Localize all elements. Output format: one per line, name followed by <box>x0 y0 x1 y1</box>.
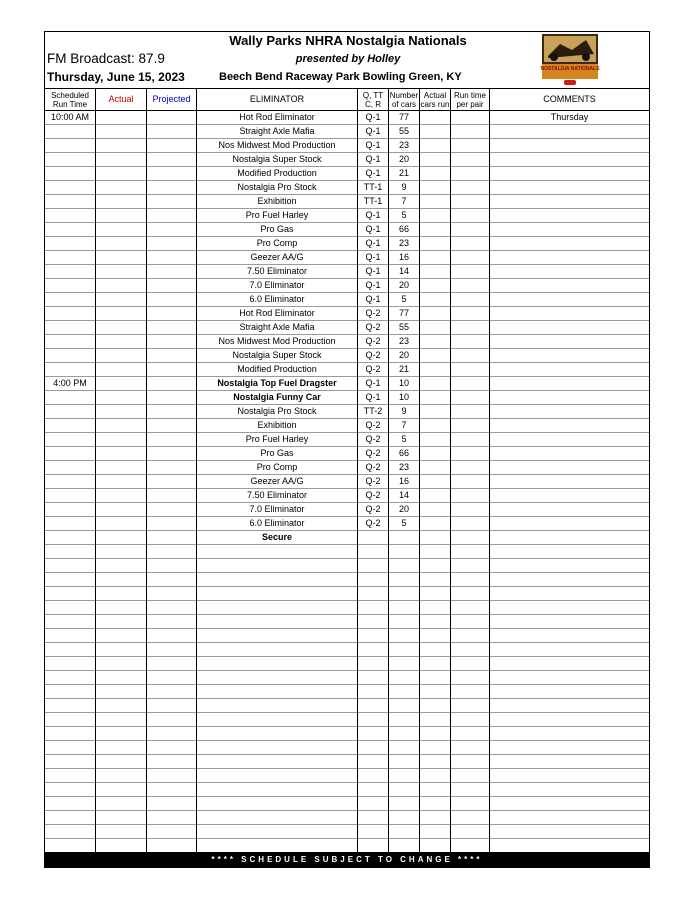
row-eliminator: Exhibition <box>257 196 297 206</box>
row-qt: Q-2 <box>365 518 381 528</box>
schedule-footer: **** SCHEDULE SUBJECT TO CHANGE **** <box>45 852 649 867</box>
table-row <box>45 559 649 573</box>
row-eliminator: Modified Production <box>237 168 317 178</box>
row-time <box>45 391 95 404</box>
row-eliminator: Nostalgia Super Stock <box>232 350 322 360</box>
row-time <box>45 405 95 418</box>
table-row <box>45 545 649 559</box>
table-row <box>45 727 649 741</box>
row-comment <box>490 475 649 488</box>
row-eliminator: Pro Fuel Harley <box>245 434 309 444</box>
row-comment <box>490 167 649 180</box>
table-row <box>45 629 649 643</box>
row-eliminator: Nos Midwest Mod Production <box>218 140 336 150</box>
row-eliminator: Geezer AA/G <box>250 476 304 486</box>
table-row <box>45 517 649 531</box>
row-time <box>45 279 95 292</box>
table-row <box>45 643 649 657</box>
row-comment <box>490 391 649 404</box>
row-comment <box>490 377 649 390</box>
row-comment <box>490 181 649 194</box>
table-row <box>45 811 649 825</box>
row-comment: Thursday <box>550 112 589 122</box>
table-row <box>45 475 649 489</box>
row-eliminator: Nostalgia Super Stock <box>232 154 322 164</box>
row-qt: Q-2 <box>365 336 381 346</box>
row-comment <box>490 517 649 530</box>
schedule-rows <box>45 111 649 853</box>
row-qt: Q-2 <box>365 350 381 360</box>
row-number: 16 <box>398 252 409 262</box>
row-time <box>45 349 95 362</box>
table-row <box>45 489 649 503</box>
table-row <box>45 671 649 685</box>
table-row <box>45 433 649 447</box>
table-row <box>45 139 649 153</box>
row-time <box>45 531 95 544</box>
row-qt: Q-1 <box>365 280 381 290</box>
row-number: 5 <box>401 294 407 304</box>
row-eliminator: 7.50 Eliminator <box>246 490 308 500</box>
row-comment <box>490 223 649 236</box>
row-number: 5 <box>401 210 407 220</box>
row-number: 9 <box>401 406 407 416</box>
table-row <box>45 237 649 251</box>
row-comment <box>490 209 649 222</box>
row-eliminator: Straight Axle Mafia <box>239 322 315 332</box>
row-time <box>45 447 95 460</box>
row-comment <box>490 139 649 152</box>
row-time: 10:00 AM <box>50 112 90 122</box>
col-projected: Projected <box>152 94 191 104</box>
row-qt: Q-1 <box>365 210 381 220</box>
row-comment <box>490 251 649 264</box>
presented-by: presented by Holley <box>295 53 401 65</box>
fm-broadcast <box>47 51 165 66</box>
row-comment <box>490 265 649 278</box>
row-comment <box>490 321 649 334</box>
row-qt: Q-2 <box>365 476 381 486</box>
row-comment <box>490 349 649 362</box>
row-number: 66 <box>398 224 409 234</box>
row-time <box>45 293 95 306</box>
row-time: 4:00 PM <box>53 378 87 388</box>
row-qt: Q-1 <box>365 126 381 136</box>
row-time <box>45 223 95 236</box>
table-row <box>45 573 649 587</box>
col-actual-cars: Actual cars run <box>420 90 450 109</box>
row-qt: TT-2 <box>363 406 383 416</box>
row-time <box>45 251 95 264</box>
row-time <box>45 125 95 138</box>
row-comment <box>490 461 649 474</box>
row-number: 5 <box>401 518 407 528</box>
row-number <box>389 531 419 544</box>
row-time <box>45 181 95 194</box>
col-comments: COMMENTS <box>543 94 596 104</box>
event-venue: Beech Bend Raceway Park Bowling Green, KY <box>219 71 462 83</box>
table-row <box>45 293 649 307</box>
row-comment <box>490 279 649 292</box>
row-qt: Q-1 <box>365 154 381 164</box>
row-eliminator: Nostalgia Pro Stock <box>237 406 317 416</box>
row-number: 23 <box>398 462 409 472</box>
row-comment <box>490 293 649 306</box>
row-comment <box>490 307 649 320</box>
table-row <box>45 447 649 461</box>
table-row <box>45 783 649 797</box>
row-qt: Q-2 <box>365 364 381 374</box>
column-header-row <box>45 88 649 111</box>
row-number: 66 <box>398 448 409 458</box>
row-eliminator: Modified Production <box>237 364 317 374</box>
row-qt: Q-1 <box>365 252 381 262</box>
table-row <box>45 321 649 335</box>
row-eliminator: Geezer AA/G <box>250 252 304 262</box>
table-row <box>45 251 649 265</box>
table-row <box>45 223 649 237</box>
row-time <box>45 475 95 488</box>
row-number: 23 <box>398 336 409 346</box>
row-time <box>45 237 95 250</box>
row-qt: Q-2 <box>365 448 381 458</box>
row-eliminator: Nostalgia Top Fuel Dragster <box>217 378 337 388</box>
logo-text: NOSTALGIA NATIONALS <box>540 66 600 72</box>
row-eliminator: Pro Comp <box>256 238 298 248</box>
row-eliminator: Pro Gas <box>260 224 294 234</box>
row-qt: Q-2 <box>365 434 381 444</box>
row-comment <box>490 153 649 166</box>
row-eliminator: Pro Gas <box>260 448 294 458</box>
table-row <box>45 209 649 223</box>
table-row <box>45 377 649 391</box>
row-time <box>45 307 95 320</box>
row-number: 20 <box>398 504 409 514</box>
table-row <box>45 685 649 699</box>
table-row <box>45 797 649 811</box>
row-number: 20 <box>398 350 409 360</box>
row-eliminator: Pro Comp <box>256 462 298 472</box>
row-number: 20 <box>398 280 409 290</box>
row-number: 7 <box>401 420 407 430</box>
col-qt: Q, TT C, R <box>362 90 384 109</box>
row-time <box>45 433 95 446</box>
table-row <box>45 587 649 601</box>
table-row <box>45 741 649 755</box>
table-row <box>45 363 649 377</box>
row-time <box>45 209 95 222</box>
row-number: 14 <box>398 266 409 276</box>
row-number: 77 <box>398 308 409 318</box>
row-number: 20 <box>398 154 409 164</box>
row-eliminator: 6.0 Eliminator <box>249 518 305 528</box>
row-time <box>45 419 95 432</box>
row-qt: Q-1 <box>365 168 381 178</box>
row-time <box>45 139 95 152</box>
row-time <box>45 503 95 516</box>
table-row <box>45 755 649 769</box>
table-row <box>45 531 649 545</box>
table-row <box>45 111 649 125</box>
row-comment <box>490 363 649 376</box>
row-time <box>45 195 95 208</box>
row-eliminator: Nostalgia Funny Car <box>233 392 321 402</box>
row-time <box>45 321 95 334</box>
row-time <box>45 517 95 530</box>
table-row <box>45 335 649 349</box>
row-qt: Q-1 <box>365 266 381 276</box>
row-eliminator: Hot Rod Eliminator <box>239 308 315 318</box>
table-row <box>45 699 649 713</box>
row-eliminator: Secure <box>261 532 293 542</box>
row-time <box>45 265 95 278</box>
table-row <box>45 391 649 405</box>
row-comment <box>490 489 649 502</box>
row-number: 23 <box>398 140 409 150</box>
table-row <box>45 713 649 727</box>
row-eliminator: 6.0 Eliminator <box>249 294 305 304</box>
row-eliminator: Hot Rod Eliminator <box>239 112 315 122</box>
table-row <box>45 825 649 839</box>
table-row <box>45 265 649 279</box>
row-comment <box>490 237 649 250</box>
row-comment <box>490 405 649 418</box>
fm-value: 87.9 <box>138 51 165 66</box>
row-qt: TT-1 <box>363 196 383 206</box>
nostalgia-nationals-logo <box>538 32 602 87</box>
row-qt: Q-2 <box>365 462 381 472</box>
table-row <box>45 419 649 433</box>
row-number: 7 <box>401 196 407 206</box>
row-number: 23 <box>398 238 409 248</box>
row-number: 77 <box>398 112 409 122</box>
row-eliminator: Pro Fuel Harley <box>245 210 309 220</box>
row-number: 21 <box>398 364 409 374</box>
row-eliminator: Nostalgia Pro Stock <box>237 182 317 192</box>
row-number: 55 <box>398 126 409 136</box>
row-time <box>45 167 95 180</box>
row-comment <box>490 335 649 348</box>
row-qt: Q-2 <box>365 420 381 430</box>
row-number: 16 <box>398 476 409 486</box>
row-time <box>45 153 95 166</box>
row-comment <box>490 195 649 208</box>
col-eliminator: ELIMINATOR <box>249 94 305 104</box>
table-row <box>45 125 649 139</box>
row-comment <box>490 433 649 446</box>
row-number: 21 <box>398 168 409 178</box>
row-qt <box>358 531 388 544</box>
row-number: 5 <box>401 434 407 444</box>
row-comment <box>490 419 649 432</box>
row-time <box>45 363 95 376</box>
col-actual: Actual <box>108 94 134 104</box>
row-number: 10 <box>398 392 409 402</box>
row-qt: Q-1 <box>365 294 381 304</box>
row-eliminator: 7.0 Eliminator <box>249 504 305 514</box>
table-row <box>45 181 649 195</box>
table-row <box>45 503 649 517</box>
table-row <box>45 279 649 293</box>
row-qt: Q-1 <box>365 224 381 234</box>
row-eliminator: Exhibition <box>257 420 297 430</box>
row-number: 55 <box>398 322 409 332</box>
row-eliminator: 7.50 Eliminator <box>246 266 308 276</box>
fm-label: FM Broadcast: <box>47 51 135 66</box>
table-row <box>45 769 649 783</box>
row-time <box>45 489 95 502</box>
table-row <box>45 153 649 167</box>
table-row <box>45 601 649 615</box>
row-qt: TT-1 <box>363 182 383 192</box>
schedule-sheet <box>44 31 650 868</box>
row-qt: Q-2 <box>365 322 381 332</box>
row-eliminator: Straight Axle Mafia <box>239 126 315 136</box>
row-time <box>45 461 95 474</box>
event-title: Wally Parks NHRA Nostalgia Nationals <box>229 33 467 48</box>
row-number: 10 <box>398 378 409 388</box>
event-date: Thursday, June 15, 2023 <box>47 70 185 84</box>
table-row <box>45 461 649 475</box>
table-row <box>45 195 649 209</box>
row-number: 14 <box>398 490 409 500</box>
table-row <box>45 657 649 671</box>
row-comment <box>490 125 649 138</box>
row-comment <box>490 447 649 460</box>
row-qt: Q-1 <box>365 238 381 248</box>
row-qt: Q-2 <box>365 504 381 514</box>
row-qt: Q-1 <box>365 378 381 388</box>
row-eliminator: 7.0 Eliminator <box>249 280 305 290</box>
row-time <box>45 335 95 348</box>
row-qt: Q-2 <box>365 308 381 318</box>
col-runtime: Run time per pair <box>453 90 486 109</box>
table-row <box>45 615 649 629</box>
table-row <box>45 307 649 321</box>
row-qt: Q-1 <box>365 112 381 122</box>
row-eliminator: Nos Midwest Mod Production <box>218 336 336 346</box>
row-number: 9 <box>401 182 407 192</box>
col-number: Number of cars <box>389 90 419 109</box>
row-comment <box>490 503 649 516</box>
table-row <box>45 349 649 363</box>
row-qt: Q-2 <box>365 490 381 500</box>
table-row <box>45 839 649 853</box>
row-qt: Q-1 <box>365 392 381 402</box>
table-row <box>45 405 649 419</box>
row-comment <box>490 531 649 544</box>
col-scheduled: Scheduled Run Time <box>51 90 89 109</box>
row-qt: Q-1 <box>365 140 381 150</box>
table-row <box>45 167 649 181</box>
